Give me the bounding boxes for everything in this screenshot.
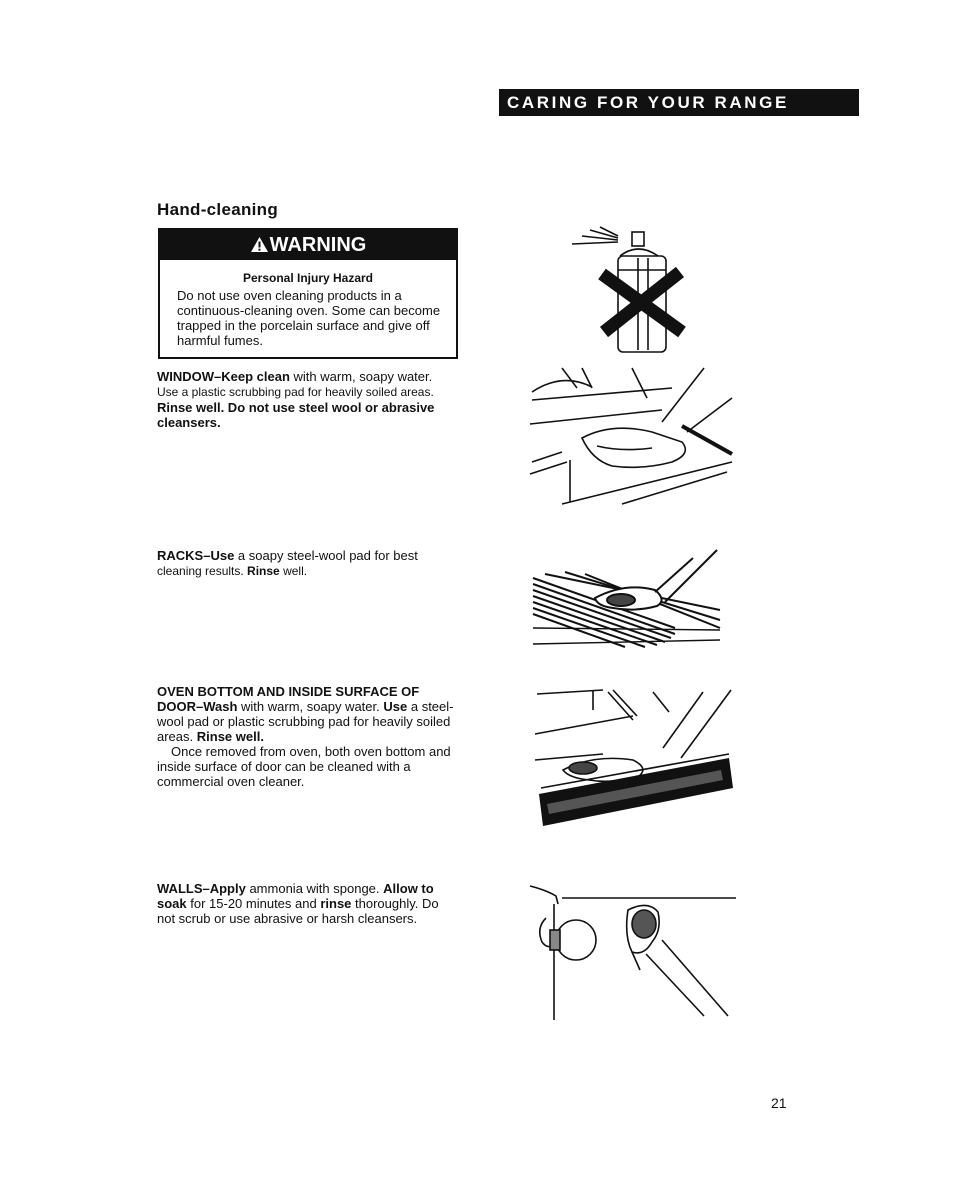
- warning-bar: [160, 230, 456, 260]
- warning-body: Do not use oven cleaning products in a continuous-cleaning oven. Some can become trapped in the porcelain surface and give off harmful fumes.: [177, 288, 441, 348]
- warning-triangle-icon: [250, 236, 269, 253]
- warning-subtitle: Personal Injury Hazard: [242, 271, 374, 285]
- scrubbing-rack-icon: [525, 548, 727, 648]
- wiping-oven-window-icon: [522, 362, 734, 508]
- warning-box: [158, 228, 458, 359]
- section-heading: Hand-cleaning: [157, 200, 279, 219]
- scrubbing-oven-door-icon: [533, 688, 733, 830]
- racks-instructions: RACKS–Use a soapy steel-wool pad for best cleaning results. Rinse well.: [157, 548, 418, 578]
- crossed-out-spray-can-icon: [560, 222, 690, 357]
- oven-bottom-instructions: OVEN BOTTOM AND INSIDE SURFACE OF DOOR–Wash with warm, soapy water. Use a steel-wool pad or plastic scrubbing pad for heavily soiled areas. Rinse well. Once removed from oven, both oven bottom and inside surface of door can be cleaned with a commercial oven cleaner.: [157, 684, 454, 789]
- walls-instructions: WALLS–Apply ammonia with sponge. Allow to soak for 15-20 minutes and rinse thoroughly. Do not scrub or use abrasive or harsh cleansers.: [157, 881, 439, 926]
- section-banner: CARING FOR YOUR RANGE: [499, 89, 859, 116]
- warning-label: WARNING: [269, 234, 367, 256]
- sponging-oven-wall-icon: [528, 884, 740, 1022]
- window-instructions: WINDOW–Keep clean with warm, soapy water. Use a plastic scrubbing pad for heavily soiled areas. Rinse well. Do not use steel wool or abrasive cleansers.: [157, 369, 435, 430]
- page-number: 21: [771, 1095, 787, 1111]
